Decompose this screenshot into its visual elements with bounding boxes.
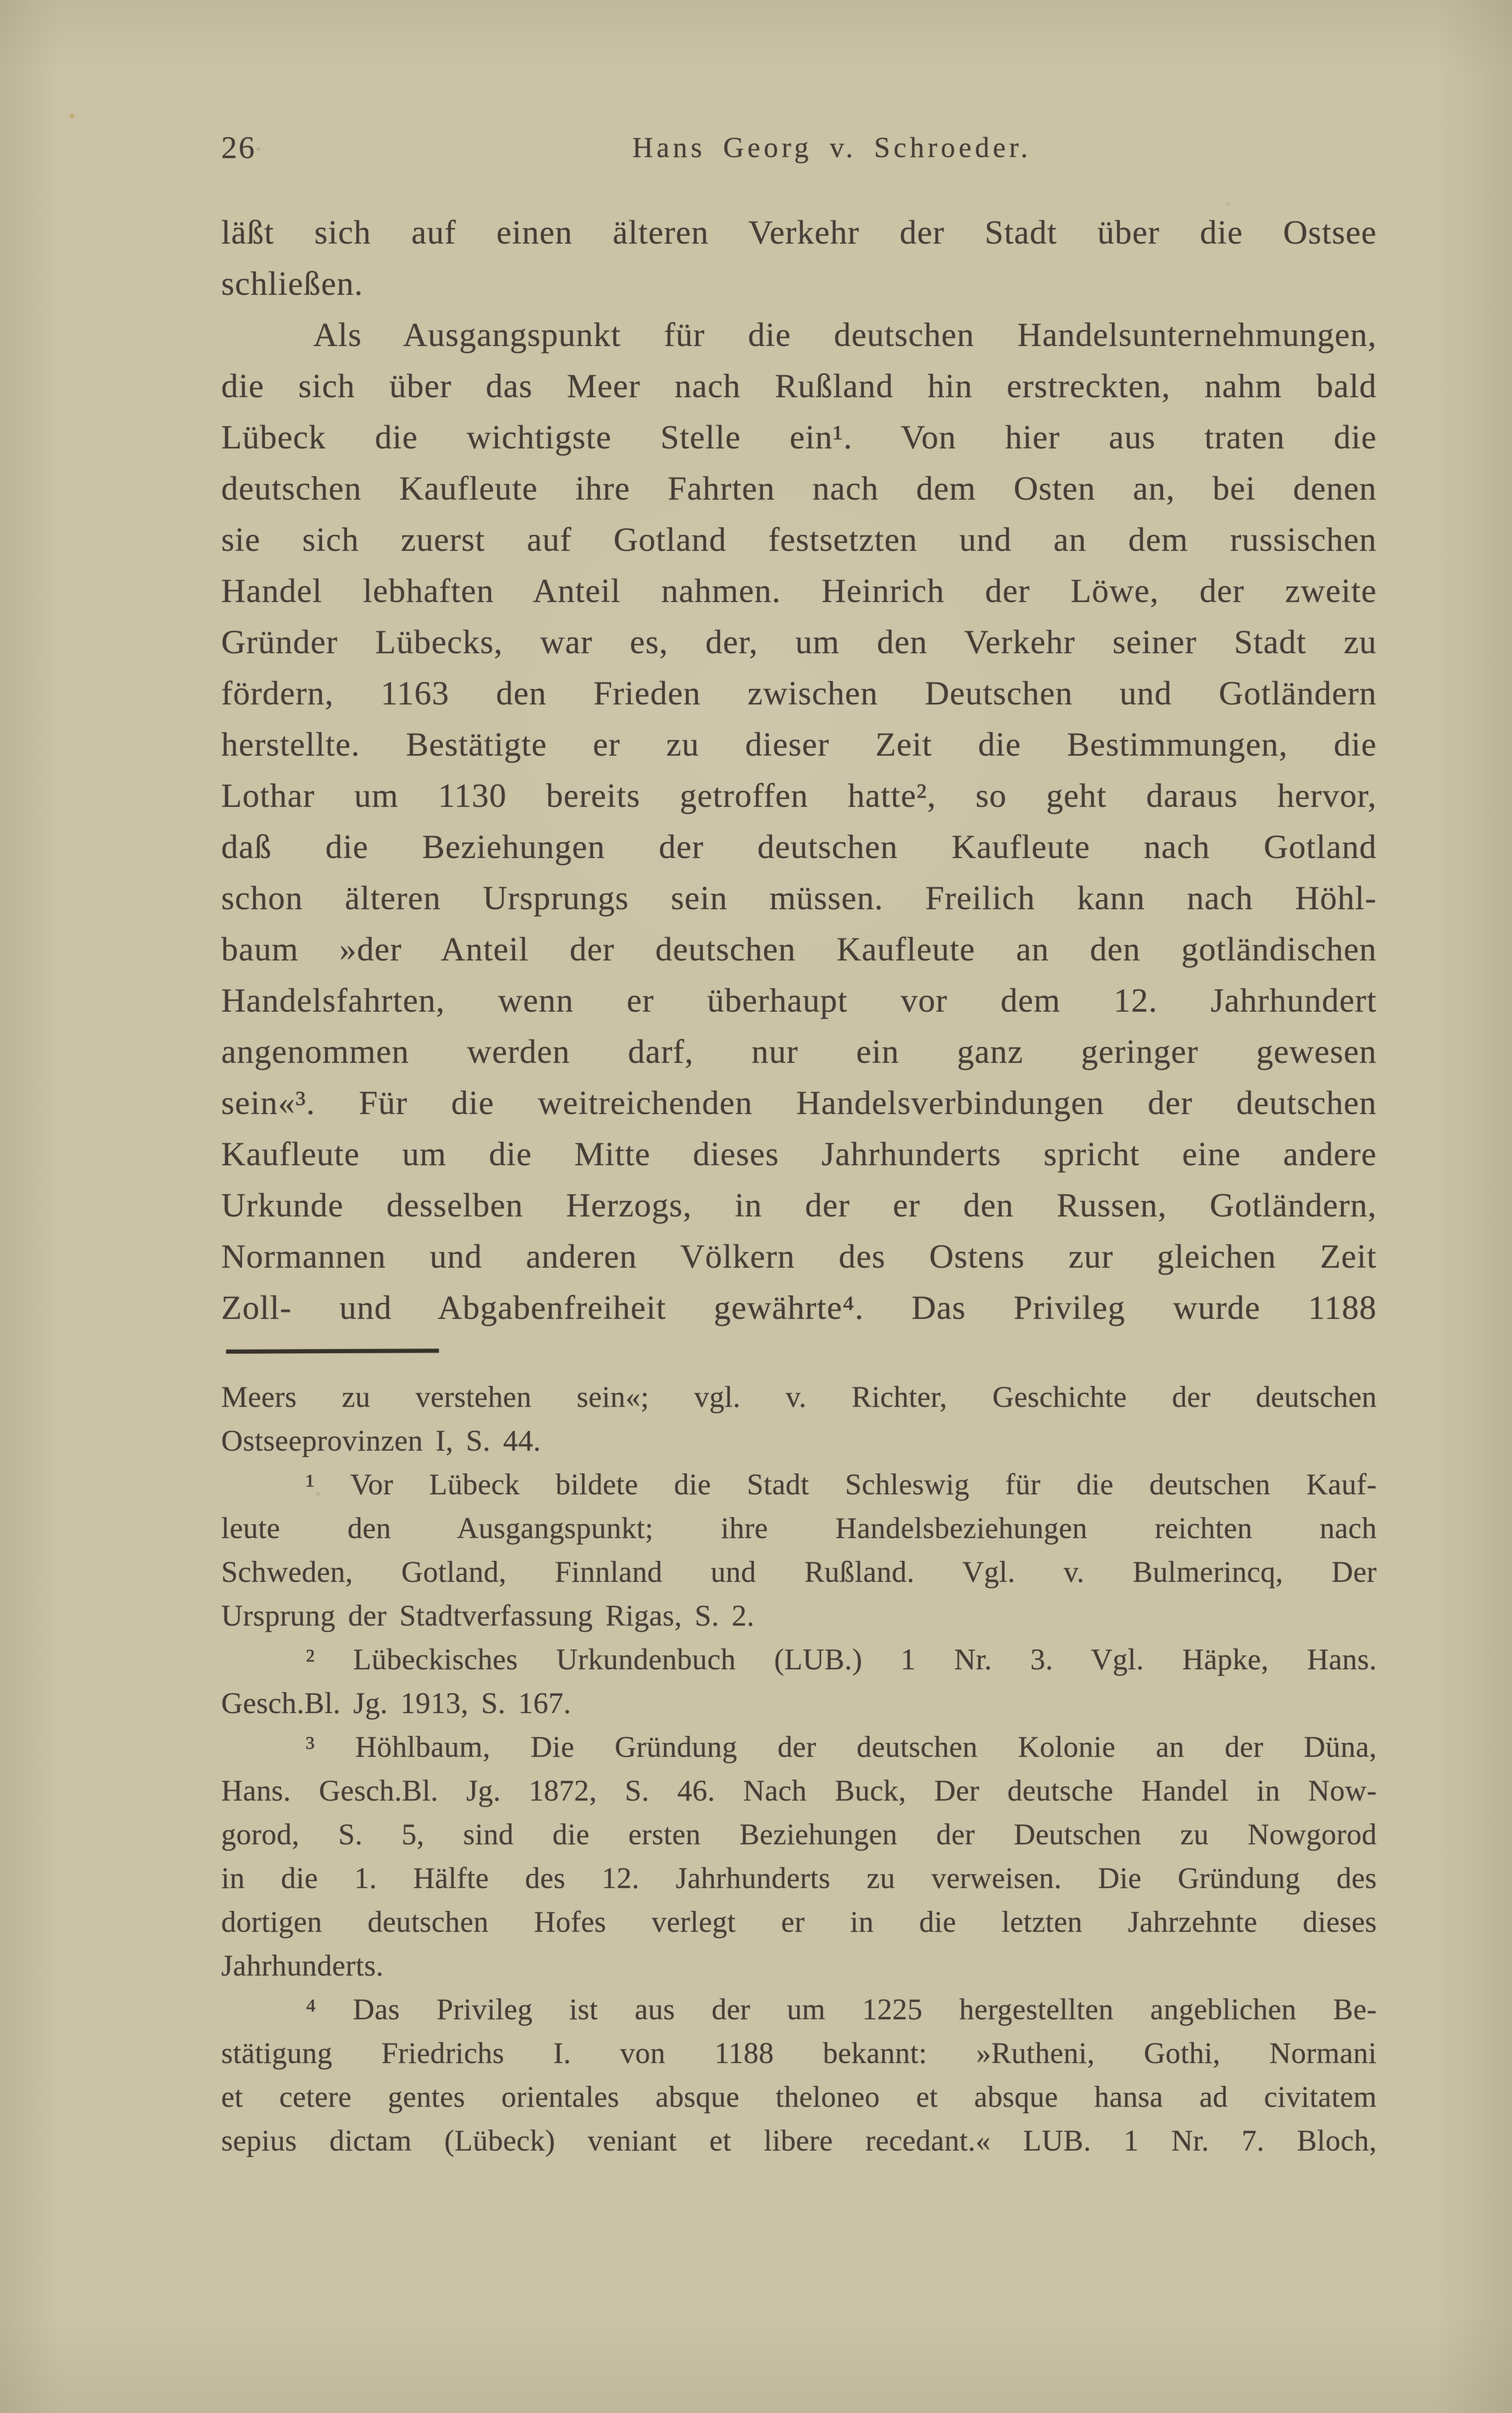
footnote-line: gorod, S. 5, sind die ersten Beziehungen der Deutschen zu Nowgorod	[221, 1818, 1377, 1851]
footnote-line: dortigen deutschen Hofes verlegt er in die letzten Jahrzehnte dieses	[221, 1905, 1377, 1938]
body-line: Kaufleute um die Mitte dieses Jahrhunderts spricht eine andere	[221, 1135, 1377, 1173]
body-line: schon älteren Ursprungs sein müssen. Freilich kann nach Höhl-	[221, 879, 1377, 917]
running-title: Hans Georg v. Schroeder.	[632, 131, 1031, 164]
footnote-line: ² Lübeckisches Urkundenbuch (LUB.) 1 Nr. 3. Vgl. Häpke, Hans.	[306, 1643, 1377, 1676]
footnote-line: in die 1. Hälfte des 12. Jahrhunderts zu verweisen. Die Gründung des	[221, 1862, 1377, 1895]
body-line: Urkunde desselben Herzogs, in der er den Russen, Gotländern,	[221, 1186, 1377, 1224]
body-line: Als Ausgangspunkt für die deutschen Handelsunternehmungen,	[313, 316, 1377, 353]
footnote-line: Ostseeprovinzen I, S. 44.	[221, 1424, 541, 1457]
footnote-line: Hans. Gesch.Bl. Jg. 1872, S. 46. Nach Buck, Der deutsche Handel in Now-	[221, 1774, 1377, 1807]
body-line: deutschen Kaufleute ihre Fahrten nach dem Osten an, bei denen	[221, 469, 1377, 507]
body-line: angenommen werden darf, nur ein ganz geringer gewesen	[221, 1033, 1377, 1070]
footnote-divider-rule	[226, 1349, 439, 1354]
body-line: fördern, 1163 den Frieden zwischen Deutschen und Gotländern	[221, 674, 1377, 712]
page-number: 26	[221, 130, 256, 165]
body-line: herstellte. Bestätigte er zu dieser Zeit die Bestimmungen, die	[221, 725, 1377, 763]
footnote-line: Gesch.Bl. Jg. 1913, S. 167.	[221, 1687, 572, 1720]
footnote-line: ⁴ Das Privileg ist aus der um 1225 hergestellten angeblichen Be-	[306, 1993, 1377, 2026]
body-line: Zoll- und Abgabenfreiheit gewährte⁴. Das Privileg wurde 1188	[221, 1289, 1377, 1326]
body-line: Lothar um 1130 bereits getroffen hatte², so geht daraus hervor,	[221, 776, 1377, 814]
body-line: sie sich zuerst auf Gotland festsetzten und an dem russischen	[221, 520, 1377, 558]
body-line: Lübeck die wichtigste Stelle ein¹. Von hier aus traten die	[221, 418, 1377, 456]
main-text-block	[221, 207, 1377, 1333]
body-line: baum »der Anteil der deutschen Kaufleute an den gotländischen	[221, 930, 1377, 968]
body-line: Handel lebhaften Anteil nahmen. Heinrich der Löwe, der zweite	[221, 572, 1377, 609]
body-line: Handelsfahrten, wenn er überhaupt vor dem 12. Jahrhundert	[221, 981, 1377, 1019]
body-line: sein«³. Für die weitreichenden Handelsverbindungen der deutschen	[221, 1084, 1377, 1121]
footnote-line: sepius dictam (Lübeck) veniant et libere recedant.« LUB. 1 Nr. 7. Bloch,	[221, 2124, 1377, 2157]
footnote-line: leute den Ausgangspunkt; ihre Handelsbeziehungen reichten nach	[221, 1512, 1377, 1545]
body-line: daß die Beziehungen der deutschen Kaufleute nach Gotland	[221, 828, 1377, 865]
footnote-line: et cetere gentes orientales absque theloneo et absque hansa ad civitatem	[221, 2080, 1377, 2113]
running-head	[221, 125, 1377, 170]
footnote-line: Meers zu verstehen sein«; vgl. v. Richter, Geschichte der deutschen	[221, 1380, 1377, 1413]
body-line: die sich über das Meer nach Rußland hin erstreckten, nahm bald	[221, 367, 1377, 405]
body-line: läßt sich auf einen älteren Verkehr der Stadt über die Ostsee	[221, 213, 1377, 251]
footnotes-block	[221, 1375, 1377, 2162]
body-line: schließen.	[221, 264, 363, 302]
body-line: Normannen und anderen Völkern des Ostens zur gleichen Zeit	[221, 1237, 1377, 1275]
footnote-line: ³ Höhlbaum, Die Gründung der deutschen Kolonie an der Düna,	[306, 1730, 1377, 1763]
body-line: Gründer Lübecks, war es, der, um den Verkehr seiner Stadt zu	[221, 623, 1377, 661]
footnote-line: Schweden, Gotland, Finnland und Rußland. Vgl. v. Bulmerincq, Der	[221, 1555, 1377, 1588]
footnote-line: Jahrhunderts.	[221, 1949, 384, 1982]
footnote-line: Ursprung der Stadtverfassung Rigas, S. 2.	[221, 1599, 755, 1632]
footnote-line: stätigung Friedrichs I. von 1188 bekannt: »Rutheni, Gothi, Normani	[221, 2037, 1377, 2069]
footnote-line: ¹ Vor Lübeck bildete die Stadt Schleswig für die deutschen Kauf-	[306, 1468, 1377, 1501]
